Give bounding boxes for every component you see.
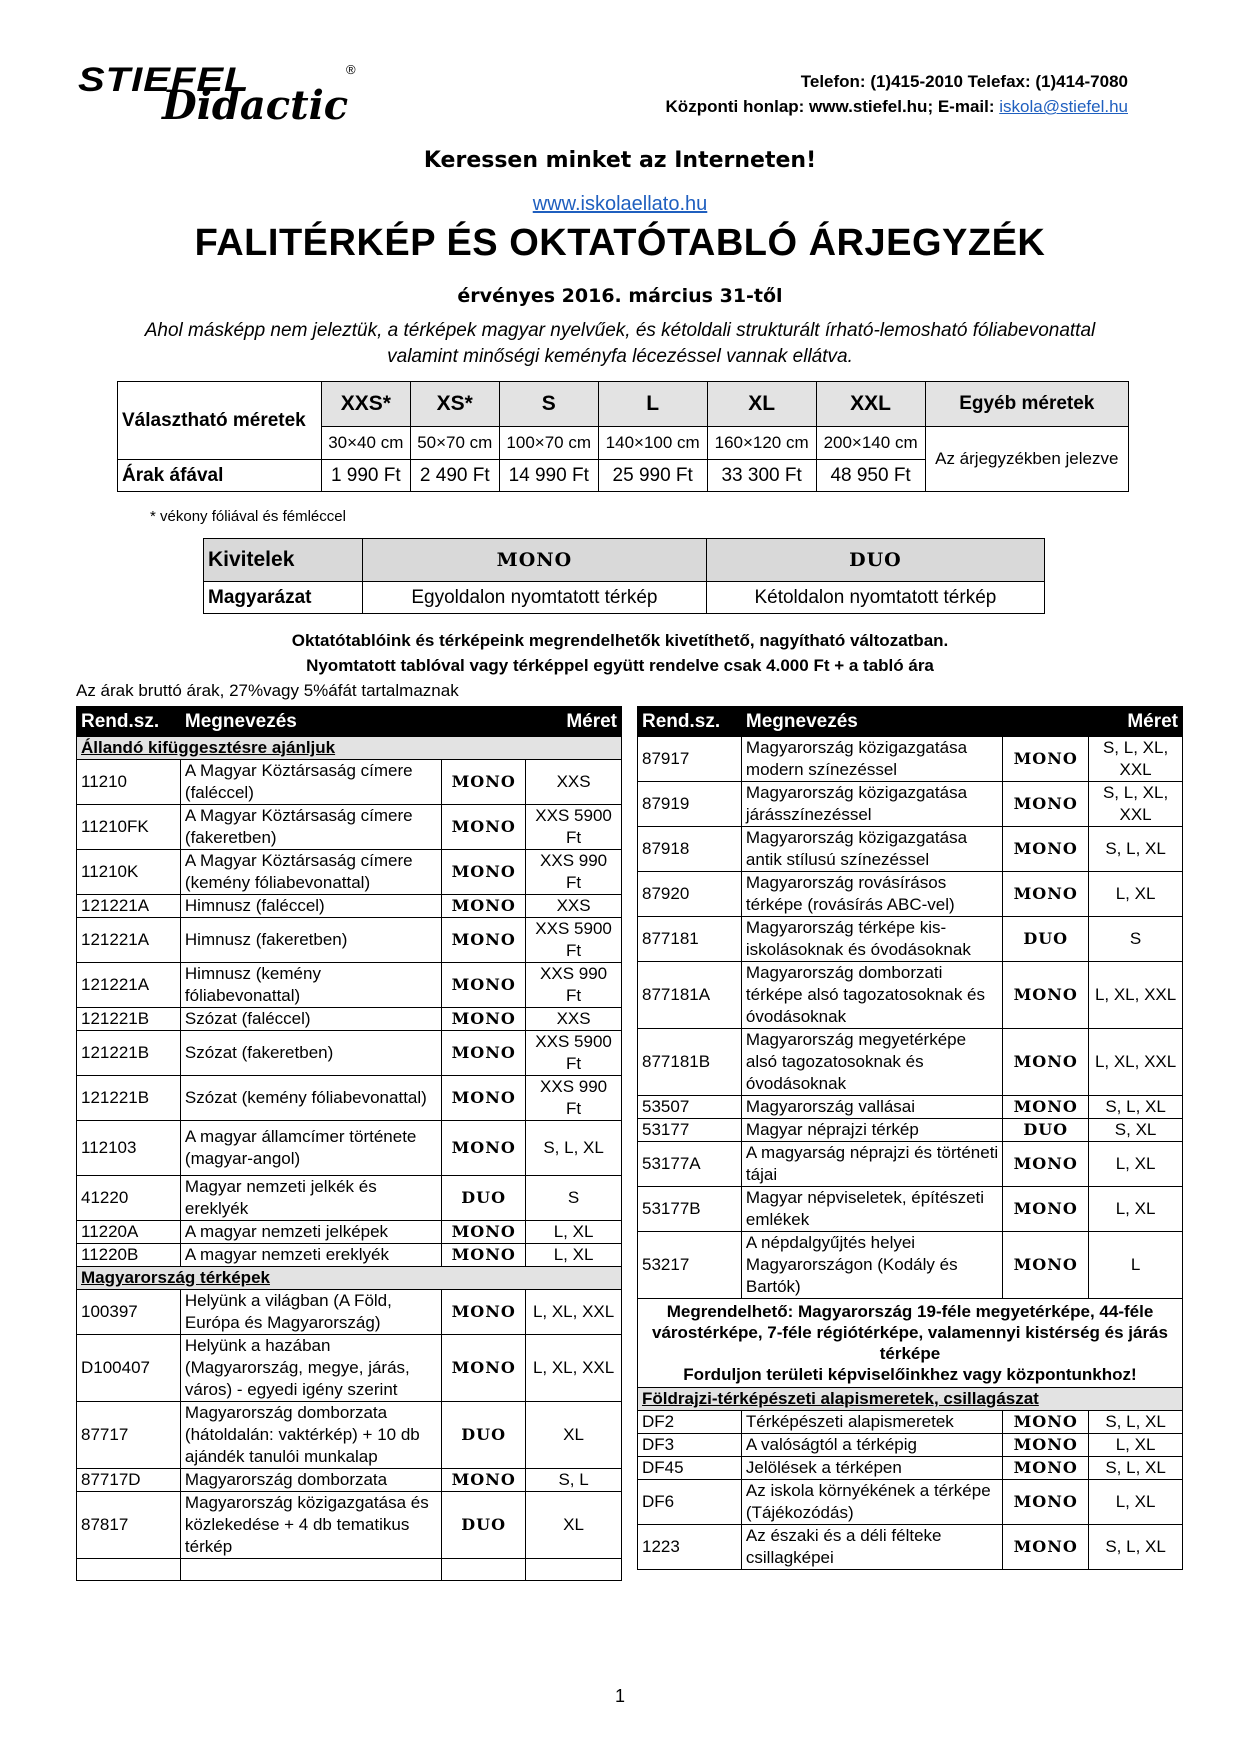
search-heading: Keressen minket az Interneten! [423,148,817,173]
product-row [77,1221,622,1244]
product-type [442,1290,526,1335]
product-row [638,1142,1183,1187]
product-name: Magyarország közigazgatása antik stílusú színezéssel [741,827,1002,872]
product-name: A népdalgyűjtés helyei Magyarországon (Kodály és Bartók) [741,1232,1002,1299]
product-type-stamp: MONO [1013,884,1078,903]
product-row [638,782,1183,827]
product-type-stamp: MONO [1013,1255,1078,1274]
product-type-stamp: MONO [1013,839,1078,858]
product-type [442,760,526,805]
product-name: Magyar népviseletek, építészeti emlékek [741,1187,1002,1232]
size-price: 1 990 Ft [321,460,410,492]
product-row [638,737,1183,782]
product-code: 121221B [77,1031,181,1076]
product-size: L, XL [1089,1434,1183,1457]
product-row [638,1434,1183,1457]
product-name: Helyünk a hazában (Magyarország, megye, járás, város) - egyedi igény szerint [180,1335,441,1402]
product-type-stamp: MONO [451,930,516,949]
sizes-label: Választható méretek [118,382,322,460]
product-row [638,1232,1183,1299]
section-title: Állandó kifüggesztésre ajánljuk [77,737,622,760]
product-name: Magyarország domborzata [180,1469,441,1492]
product-size: XXS [526,760,622,805]
product-name: A Magyar Köztársaság címere (fakeretben) [180,805,441,850]
product-row [77,805,622,850]
product-row [638,1480,1183,1525]
col-name: Megnevezés [741,707,1088,737]
product-type [1003,1232,1089,1299]
product-code: 87918 [638,827,742,872]
product-type-stamp: MONO [451,896,516,915]
product-code: 121221B [77,1076,181,1121]
product-row [638,827,1183,872]
product-code: 11220A [77,1221,181,1244]
product-size: L [1089,1232,1183,1299]
product-name: A magyar nemzeti jelképek [180,1221,441,1244]
col-code: Rend.sz. [77,707,181,737]
col-size: Méret [526,707,622,737]
product-type [1003,827,1089,872]
product-type [1003,1119,1089,1142]
logo-registered-mark: ® [346,62,356,77]
product-name: Himnusz (faléccel) [180,895,441,918]
product-size: XXS 990 Ft [526,1076,622,1121]
contact-phone: Telefon: (1)415-2010 Telefax: (1)414-7080 [800,72,1128,91]
size-price: 2 490 Ft [410,460,499,492]
product-type-stamp: MONO [1013,1154,1078,1173]
product-type-stamp: DUO [461,1515,507,1534]
product-type-stamp: MONO [1013,1458,1078,1477]
product-type-stamp: MONO [451,772,516,791]
product-row [77,1559,622,1581]
product-name: A magyar nemzeti ereklyék [180,1244,441,1267]
size-name: L [598,382,707,427]
product-row [77,1402,622,1469]
product-type-stamp: MONO [451,1358,516,1377]
product-row [638,917,1183,962]
product-row [77,1469,622,1492]
product-size: L, XL, XXL [1089,962,1183,1029]
product-code: 112103 [77,1121,181,1176]
section-row [77,737,622,760]
explanation-label: Magyarázat [204,582,363,614]
product-row [77,1290,622,1335]
left-product-table [76,706,622,1581]
product-row [77,1244,622,1267]
product-name: A Magyar Köztársaság címere (faléccel) [180,760,441,805]
mono-header [363,539,707,582]
product-size: S, L, XL [1089,1525,1183,1570]
product-row [638,1457,1183,1480]
product-type [1003,1142,1089,1187]
product-size: XXS 5900 Ft [526,918,622,963]
product-code: D100407 [77,1335,181,1402]
size-name: XL [707,382,816,427]
product-type-stamp: MONO [451,817,516,836]
product-code: 121221A [77,895,181,918]
product-type [1003,1457,1089,1480]
section-row [638,1388,1183,1411]
product-row [77,850,622,895]
section-title: Földrajzi-térképészeti alapismeretek, csillagászat [638,1388,1183,1411]
section-title: Magyarország térképek [77,1267,622,1290]
product-size: L, XL [1089,1187,1183,1232]
product-row [77,895,622,918]
logo-stiefel: STIEFEL [78,61,250,99]
product-type [442,1031,526,1076]
product-name: A Magyar Köztársaság címere (kemény fóliabevonattal) [180,850,441,895]
size-price: 14 990 Ft [499,460,598,492]
contact-homepage: Központi honlap: www.stiefel.hu; E-mail: [665,97,1000,116]
product-type-stamp: MONO [1013,1052,1078,1071]
info-line1: Oktatótablóink és térképeink megrendelhetők kivetíthető, nagyítható változatban. [291,631,949,650]
product-type-stamp: MONO [451,1470,516,1489]
mono-label: MONO [496,548,573,571]
duo-label: DUO [849,548,902,571]
col-name: Megnevezés [180,707,525,737]
product-code: 53507 [638,1096,742,1119]
product-name: Magyarország rovásírásos térképe (rovásírás ABC-vel) [741,872,1002,917]
product-type-stamp: MONO [1013,1537,1078,1556]
sizes-table [117,381,1129,492]
product-code: 11210 [77,760,181,805]
product-row [638,1119,1183,1142]
product-type [442,805,526,850]
product-code: 53217 [638,1232,742,1299]
product-name: Magyarország térképe kis-iskolásoknak és óvodásoknak [741,917,1002,962]
product-type [442,850,526,895]
logo-didactic: Didactic [162,82,349,129]
product-type-stamp: MONO [1013,794,1078,813]
product-type [1003,737,1089,782]
product-type [442,1335,526,1402]
product-type-stamp: DUO [1023,929,1069,948]
size-dim: 140×100 cm [598,427,707,460]
product-row [638,1096,1183,1119]
intro-note [0,318,1240,370]
page-number: 1 [614,1686,625,1706]
product-size: L, XL, XXL [1089,1029,1183,1096]
product-code: 11210FK [77,805,181,850]
product-size: S, L, XL [1089,1096,1183,1119]
product-type-stamp: MONO [1013,1199,1078,1218]
product-size [526,1559,622,1581]
product-type-stamp: MONO [451,1138,516,1157]
size-name: XXS* [321,382,410,427]
product-code: 53177A [638,1142,742,1187]
website-link[interactable]: www.iskolaellato.hu [532,193,708,215]
product-row [77,1492,622,1559]
order-note [638,1299,1183,1388]
product-row [77,760,622,805]
product-size: XXS 5900 Ft [526,1031,622,1076]
product-type-stamp: MONO [451,862,516,881]
product-type-stamp: MONO [1013,749,1078,768]
product-code: 41220 [77,1176,181,1221]
product-size: L, XL, XXL [526,1290,622,1335]
product-size: S, L, XL [1089,1457,1183,1480]
product-type [442,1121,526,1176]
order-note-contact: Forduljon területi képviselőinkhez vagy központunkhoz! [683,1365,1137,1384]
product-type [1003,782,1089,827]
duo-explanation: Kétoldalon nyomtatott térkép [706,582,1044,614]
product-name: Szózat (fakeretben) [180,1031,441,1076]
product-code: 53177 [638,1119,742,1142]
product-size: L, XL [526,1221,622,1244]
sizes-footnote: * vékony fóliával és fémléccel [150,508,346,525]
product-type [1003,1411,1089,1434]
other-sizes: Egyéb méretek [925,382,1128,427]
product-type [442,1221,526,1244]
size-name: XXL [816,382,925,427]
product-type [442,1402,526,1469]
product-code: DF45 [638,1457,742,1480]
product-type [1003,1480,1089,1525]
product-type [442,1076,526,1121]
product-row [77,1031,622,1076]
product-type-stamp: MONO [451,1043,516,1062]
product-row [77,918,622,963]
info-line2: Nyomtatott tablóval vagy térképpel együtt rendelve csak 4.000 Ft + a tabló ára [306,656,934,675]
mono-explanation: Egyoldalon nyomtatott térkép [363,582,707,614]
size-dim: 160×120 cm [707,427,816,460]
variants-label: Kivitelek [204,539,363,582]
size-dim: 50×70 cm [410,427,499,460]
duo-header [706,539,1044,582]
size-name: XS* [410,382,499,427]
product-type-stamp: MONO [1013,1492,1078,1511]
product-row [77,1121,622,1176]
product-code: 1223 [638,1525,742,1570]
product-type [442,1492,526,1559]
product-type [442,918,526,963]
valid-date: érvényes 2016. március 31-től [457,285,783,307]
product-type-stamp: MONO [1013,1435,1078,1454]
product-size: L, XL [1089,872,1183,917]
product-type-stamp: MONO [451,1222,516,1241]
product-code: 877181B [638,1029,742,1096]
product-code: 87717 [77,1402,181,1469]
product-size: S, L, XL [1089,827,1183,872]
product-name: Az iskola környékének a térképe (Tájékozódás) [741,1480,1002,1525]
product-size: L, XL [526,1244,622,1267]
product-name: Szózat (faléccel) [180,1008,441,1031]
product-row [638,962,1183,1029]
product-size: S, L, XL, XXL [1089,782,1183,827]
product-name: Magyarország közigazgatása járásszínezéssel [741,782,1002,827]
product-name: Magyarország domborzati térképe alsó tagozatosoknak és óvodásoknak [741,962,1002,1029]
contact-web [666,97,1128,117]
product-row [77,963,622,1008]
product-size: S, L, XL [1089,1411,1183,1434]
price-label: Árak áfával [118,460,322,492]
product-code: 11220B [77,1244,181,1267]
product-type [442,963,526,1008]
product-size: L, XL [1089,1480,1183,1525]
product-size: L, XL, XXL [526,1335,622,1402]
order-note-row [638,1299,1183,1388]
product-name: A valóságtól a térképig [741,1434,1002,1457]
product-size: XXS 5900 Ft [526,805,622,850]
product-name [180,1559,441,1581]
product-size: XL [526,1402,622,1469]
product-type-stamp: DUO [461,1188,507,1207]
product-row [77,1076,622,1121]
intro-note-line1: Ahol másképp nem jeleztük, a térképek magyar nyelvűek, és kétoldali strukturált írható-lemosható fóliabevonattal [144,320,1096,341]
product-name: A magyarság néprajzi és történeti tájai [741,1142,1002,1187]
product-name: Magyar néprajzi térkép [741,1119,1002,1142]
website-url [0,193,1240,216]
product-name: Magyarország domborzata (hátoldalán: vaktérkép) + 10 db ajándék tanulói munkalap [180,1402,441,1469]
product-code: 11210K [77,850,181,895]
product-row [638,1187,1183,1232]
size-name: S [499,382,598,427]
size-price: 25 990 Ft [598,460,707,492]
product-name: Térképészeti alapismeretek [741,1411,1002,1434]
product-size: XL [526,1492,622,1559]
vat-note: Az árak bruttó árak, 27%vagy 5%áfát tartalmaznak [76,681,459,700]
product-code: 121221B [77,1008,181,1031]
product-row [77,1335,622,1402]
product-type [442,1244,526,1267]
col-size: Méret [1089,707,1183,737]
product-type [1003,1187,1089,1232]
product-size: XXS 990 Ft [526,963,622,1008]
product-code: 877181A [638,962,742,1029]
product-code: 87920 [638,872,742,917]
product-size: S [1089,917,1183,962]
product-row [77,1008,622,1031]
product-type-stamp: MONO [451,1245,516,1264]
product-name: Himnusz (fakeretben) [180,918,441,963]
product-code: 53177B [638,1187,742,1232]
product-type [1003,962,1089,1029]
product-code: 87817 [77,1492,181,1559]
product-code: DF6 [638,1480,742,1525]
product-type-stamp: MONO [451,1009,516,1028]
product-type [442,1559,526,1581]
product-code: 87717D [77,1469,181,1492]
product-code: DF3 [638,1434,742,1457]
product-type [1003,872,1089,917]
product-type-stamp: MONO [451,1088,516,1107]
section-row [77,1267,622,1290]
product-type [442,895,526,918]
product-name: Magyarország közigazgatása modern színezéssel [741,737,1002,782]
product-code: 121221A [77,918,181,963]
product-size: XXS [526,895,622,918]
product-type-stamp: DUO [461,1425,507,1444]
product-row [77,1176,622,1221]
page-title: FALITÉRKÉP ÉS OKTATÓTABLÓ ÁRJEGYZÉK [194,222,1046,264]
product-type [442,1008,526,1031]
product-name: Magyarország közigazgatása és közlekedése + 4 db tematikus térkép [180,1492,441,1559]
product-code: 877181 [638,917,742,962]
variants-table [203,538,1045,614]
product-type-stamp: MONO [1013,1097,1078,1116]
product-code: 87919 [638,782,742,827]
product-type [1003,1096,1089,1119]
product-type-stamp: MONO [1013,1412,1078,1431]
product-name: Magyar nemzeti jelkék és ereklyék [180,1176,441,1221]
product-type-stamp: MONO [451,1302,516,1321]
product-name: Szózat (kemény fóliabevonattal) [180,1076,441,1121]
product-type-stamp: MONO [451,975,516,994]
size-dim: 30×40 cm [321,427,410,460]
product-row [638,1029,1183,1096]
product-size: S, XL [1089,1119,1183,1142]
product-size: S, L [526,1469,622,1492]
product-size: S, L, XL, XXL [1089,737,1183,782]
product-row [638,872,1183,917]
product-row [638,1411,1183,1434]
size-price: 48 950 Ft [816,460,925,492]
product-name: Az északi és a déli félteke csillagképei [741,1525,1002,1570]
other-sizes-note: Az árjegyzékben jelezve [925,427,1128,492]
product-type [1003,917,1089,962]
right-product-table [637,706,1183,1570]
product-row [638,1525,1183,1570]
product-size: XXS [526,1008,622,1031]
size-dim: 100×70 cm [499,427,598,460]
product-code [77,1559,181,1581]
product-name: Helyünk a világban (A Föld, Európa és Magyarország) [180,1290,441,1335]
product-size: S [526,1176,622,1221]
product-type [1003,1434,1089,1457]
product-size: XXS 990 Ft [526,850,622,895]
product-size: S, L, XL [526,1121,622,1176]
product-type [442,1176,526,1221]
product-type-stamp: DUO [1023,1120,1069,1139]
product-type [442,1469,526,1492]
product-type [1003,1029,1089,1096]
product-size: L, XL [1089,1142,1183,1187]
col-code: Rend.sz. [638,707,742,737]
product-name: Himnusz (kemény fóliabevonattal) [180,963,441,1008]
product-code: DF2 [638,1411,742,1434]
product-type [1003,1525,1089,1570]
product-name: A magyar államcímer története (magyar-angol) [180,1121,441,1176]
product-name: Magyarország vallásai [741,1096,1002,1119]
order-note-text: Megrendelhető: Magyarország 19-féle megyetérképe, 44-féle várostérképe, 7-féle régiótérképe, valamennyi kistérség és járás térképe [652,1302,1168,1363]
size-dim: 200×140 cm [816,427,925,460]
product-code: 121221A [77,963,181,1008]
size-price: 33 300 Ft [707,460,816,492]
product-code: 100397 [77,1290,181,1335]
product-type-stamp: MONO [1013,985,1078,1004]
email-link[interactable]: iskola@stiefel.hu [999,97,1128,116]
product-code: 87917 [638,737,742,782]
product-name: Jelölések a térképen [741,1457,1002,1480]
intro-note-line2: valamint minőségi keményfa lécezéssel vannak ellátva. [387,346,853,367]
product-name: Magyarország megyetérképe alsó tagozatosoknak és óvodásoknak [741,1029,1002,1096]
